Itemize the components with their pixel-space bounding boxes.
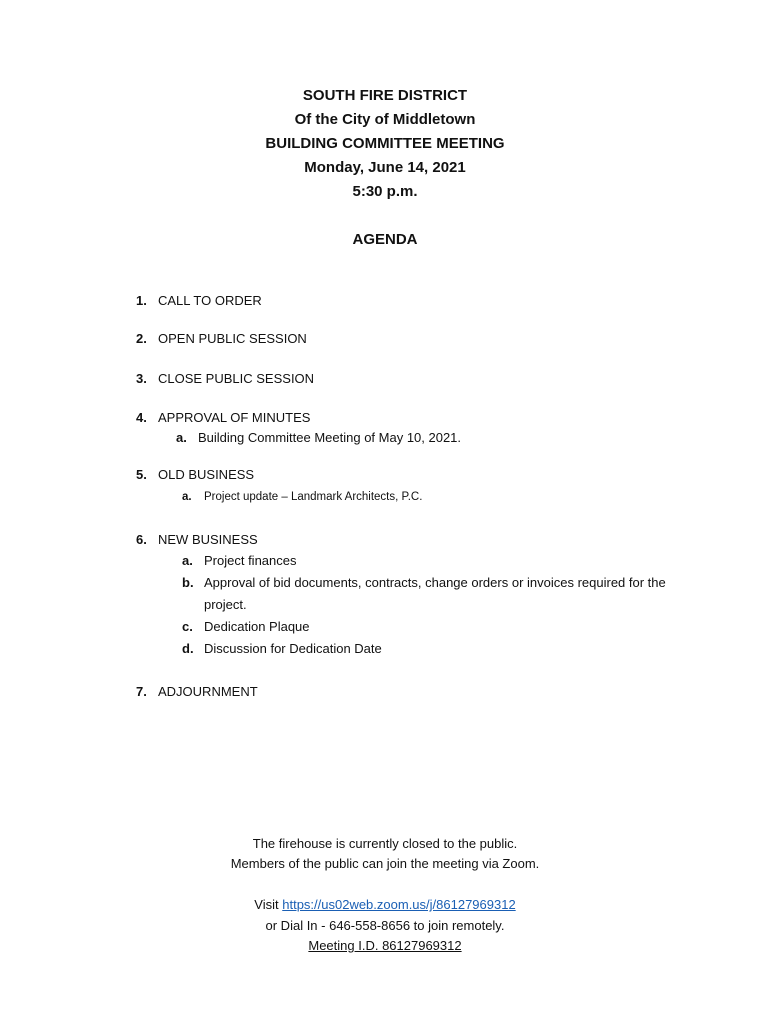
district-name: SOUTH FIRE DISTRICT bbox=[302, 87, 468, 104]
item-number: 6. bbox=[136, 532, 147, 547]
subitem-letter: a. bbox=[182, 553, 193, 568]
subitem-letter: b. bbox=[182, 575, 194, 590]
subitem-text: Approval of bid documents, contracts, change orders or invoices required for the bbox=[204, 575, 666, 590]
item-number: 1. bbox=[136, 293, 147, 308]
agenda-subitem-6b-continued bbox=[204, 594, 247, 616]
agenda-subitem-6c bbox=[182, 616, 310, 638]
subitem-letter: c. bbox=[182, 619, 193, 634]
subitem-text: Dedication Plaque bbox=[204, 619, 310, 634]
item-label: OPEN PUBLIC SESSION bbox=[158, 331, 307, 346]
agenda-title: AGENDA bbox=[352, 231, 418, 248]
subitem-text: Project finances bbox=[204, 553, 297, 568]
agenda-subitem-6b bbox=[182, 572, 666, 594]
meeting-name: BUILDING COMMITTEE MEETING bbox=[265, 135, 505, 152]
item-label: NEW BUSINESS bbox=[158, 532, 258, 547]
item-number: 3. bbox=[136, 371, 147, 386]
zoom-link[interactable]: https://us02web.zoom.us/j/86127969312 bbox=[282, 897, 516, 912]
item-label: ADJOURNMENT bbox=[158, 684, 258, 699]
subitem-letter: a. bbox=[182, 491, 192, 503]
agenda-item-1 bbox=[136, 291, 262, 311]
visit-prefix: Visit bbox=[254, 897, 283, 912]
agenda-item-7 bbox=[136, 682, 258, 702]
item-number: 5. bbox=[136, 467, 147, 482]
meeting-date: Monday, June 14, 2021 bbox=[304, 159, 466, 176]
item-number: 2. bbox=[136, 331, 147, 346]
item-label: CLOSE PUBLIC SESSION bbox=[158, 371, 315, 386]
agenda-item-6 bbox=[136, 530, 258, 550]
subitem-text: Discussion for Dedication Date bbox=[204, 641, 382, 656]
visit-line bbox=[0, 895, 770, 915]
subitem-text: Project update – Landmark Architects, P.C. bbox=[204, 491, 423, 503]
document-header bbox=[0, 84, 770, 204]
agenda-subitem-6d bbox=[182, 638, 382, 660]
item-number: 4. bbox=[136, 410, 147, 425]
item-label: CALL TO ORDER bbox=[158, 293, 262, 308]
agenda-item-3 bbox=[136, 369, 314, 389]
agenda-item-2 bbox=[136, 329, 307, 349]
item-label: OLD BUSINESS bbox=[158, 467, 255, 482]
agenda-subitem-4a bbox=[176, 427, 461, 449]
zoom-notice: Members of the public can join the meeting via Zoom. bbox=[230, 856, 540, 871]
subitem-text-continued: project. bbox=[204, 597, 247, 612]
item-number: 7. bbox=[136, 684, 147, 699]
agenda-item-4 bbox=[136, 408, 310, 428]
item-label: APPROVAL OF MINUTES bbox=[158, 410, 311, 425]
city-name: Of the City of Middletown bbox=[294, 111, 476, 128]
subitem-text: Building Committee Meeting of May 10, 2021. bbox=[198, 430, 462, 445]
subitem-letter: d. bbox=[182, 641, 194, 656]
agenda-subitem-5a bbox=[182, 486, 422, 508]
subitem-letter: a. bbox=[176, 430, 187, 445]
agenda-subitem-6a bbox=[182, 550, 297, 572]
meeting-time: 5:30 p.m. bbox=[352, 183, 418, 200]
dial-in-line: or Dial In - 646-558-8656 to join remotely. bbox=[265, 918, 505, 933]
meeting-id: Meeting I.D. 86127969312 bbox=[308, 938, 462, 953]
closure-notice: The firehouse is currently closed to the public. bbox=[252, 836, 518, 851]
meeting-id-line bbox=[0, 936, 770, 956]
agenda-item-5 bbox=[136, 465, 254, 485]
